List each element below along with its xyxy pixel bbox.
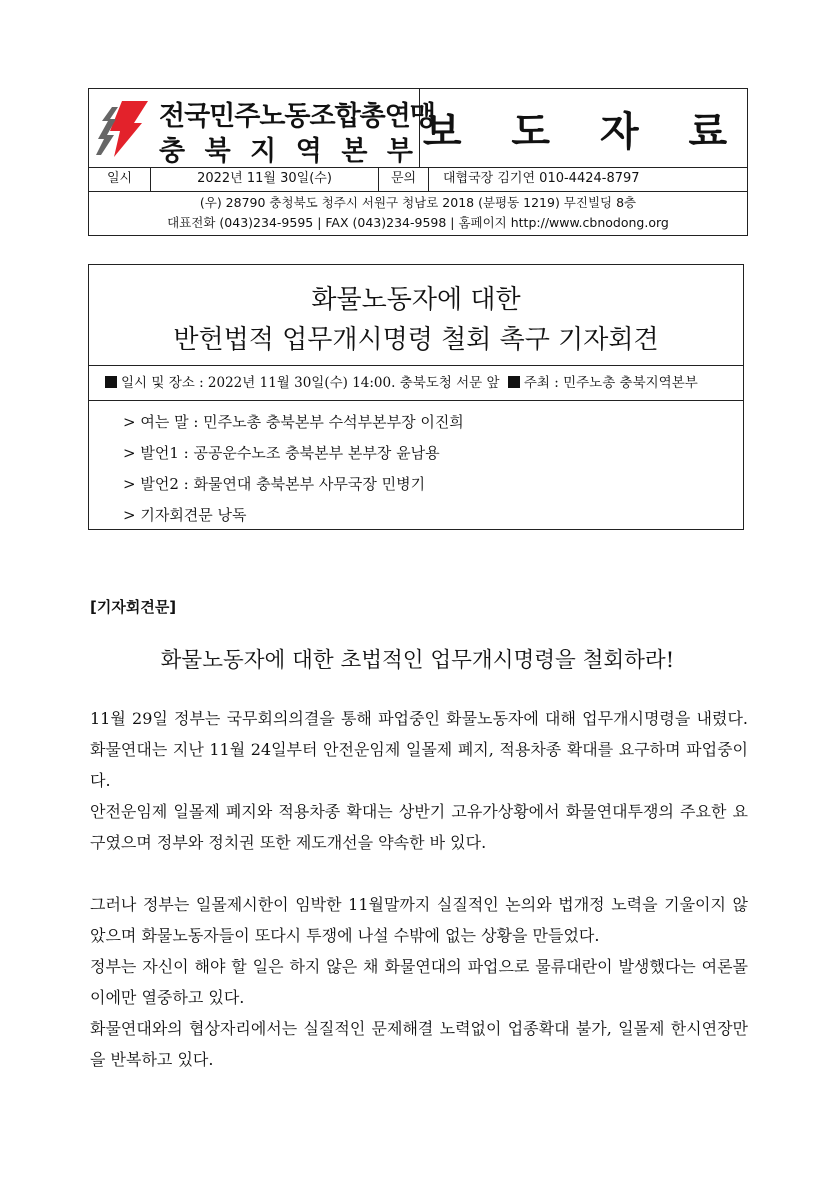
org-region-char: 부: [386, 136, 413, 167]
org-name: 전국민주노동조합총연맹: [159, 101, 435, 132]
section-label: [기자회견문]: [90, 598, 177, 616]
paragraph: 11월 29일 정부는 국무회의의결을 통해 파업중인 화물노동자에 대해 업무개시명령을 내렸다. 화물연대는 지난 11월 24일부터 안전운임제 일몰제 폐지, 적용차종 확대를 요구하며 파업중이다.: [90, 709, 748, 790]
square-bullet-icon: [105, 376, 117, 388]
header-meta-row: [89, 167, 747, 192]
org-region: [159, 129, 413, 168]
paragraph: 화물연대와의 협상자리에서는 실질적인 문제해결 노력없이 업종확대 불가, 일몰제 한시연장만을 반복하고 있다.: [90, 1019, 748, 1069]
contact-value: 대협국장 김기연 010-4424-8797: [443, 171, 640, 186]
event-host: 주최 : 민주노총 충북지역본부: [523, 375, 698, 391]
statement-headline: 화물노동자에 대한 초법적인 업무개시명령을 철회하라!: [160, 648, 675, 673]
org-cell: [89, 89, 435, 167]
press-release-title: 보 도 자 료: [422, 108, 746, 155]
event-title-line1: 화물노동자에 대한: [311, 285, 521, 315]
date-value: 2022년 11월 30일(수): [151, 167, 379, 191]
date-label: 일시: [89, 167, 151, 191]
org-region-char: 지: [250, 136, 277, 167]
list-item: > 여는 말 : 민주노총 충북본부 수석부본부장 이진희: [123, 413, 464, 431]
press-header: [88, 88, 748, 236]
paragraph: 정부는 자신이 해야 할 일은 하지 않은 채 화물연대의 파업으로 물류대란이 발생했다는 여론몰이에만 열중하고 있다.: [90, 957, 748, 1007]
contact-label: 문의: [379, 167, 429, 191]
org-region-char: 본: [341, 136, 368, 167]
header-top-row: [89, 89, 747, 168]
paragraph: 그러나 정부는 일몰제시한이 임박한 11월말까지 실질적인 논의와 법개정 노력을 기울이지 않았으며 화물노동자들이 또다시 투쟁에 나설 수밖에 없는 상황을 만들었다.: [90, 895, 748, 945]
phone-line: 대표전화 (043)234-9595 | FAX (043)234-9598 | 홈페이지 http://www.cbnodong.org: [167, 215, 669, 230]
header-address: [89, 191, 747, 235]
event-when: 일시 및 장소 : 2022년 11월 30일(수) 14:00. 충북도청 서문 앞: [121, 375, 500, 391]
event-box: [88, 264, 744, 530]
event-title-line2: 반헌법적 업무개시명령 철회 촉구 기자회견: [173, 325, 659, 355]
kctu-logo-icon: [92, 97, 152, 161]
event-info: [89, 365, 743, 401]
square-bullet-icon: [508, 376, 520, 388]
list-item: > 발언1 : 공공운수노조 충북본부 본부장 윤남용: [123, 444, 440, 462]
paragraph: 안전운임제 일몰제 폐지와 적용차종 확대는 상반기 고유가상황에서 화물연대투쟁의 주요한 요구였으며 정부와 정치권 또한 제도개선을 약속한 바 있다.: [90, 802, 748, 852]
list-item: > 발언2 : 화물연대 충북본부 사무국장 민병기: [123, 475, 426, 493]
address-line: (우) 28790 충청북도 청주시 서원구 청남로 2018 (분평동 1219) 무진빌딩 8층: [199, 195, 637, 210]
org-region-char: 북: [204, 136, 231, 167]
org-region-char: 충: [159, 136, 186, 167]
program-list: [123, 407, 464, 531]
list-item: > 기자회견문 낭독: [123, 506, 247, 524]
org-region-char: 역: [295, 136, 322, 167]
